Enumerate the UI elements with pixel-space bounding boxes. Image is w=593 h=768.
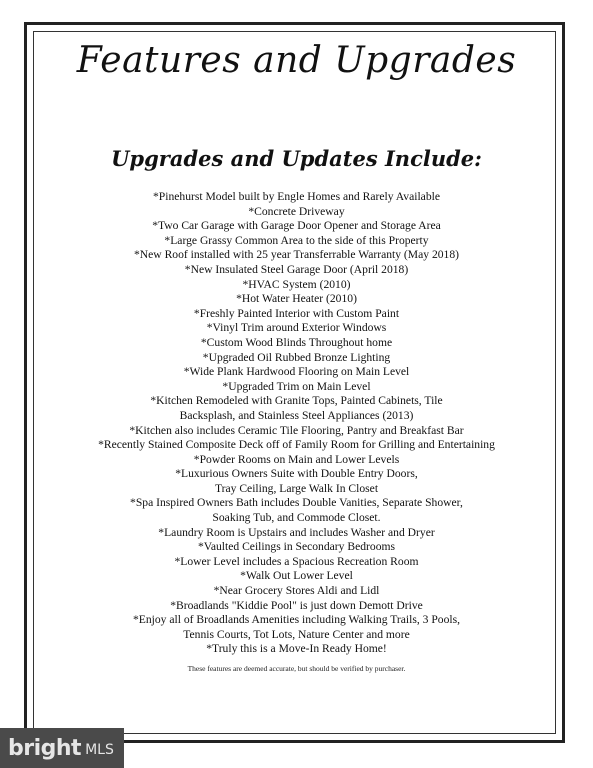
disclaimer-note: These features are deemed accurate, but should be verified by purchaser. (187, 664, 406, 673)
feature-line: *Large Grassy Common Area to the side of this Property (164, 233, 429, 247)
feature-line: *Kitchen also includes Ceramic Tile Flooring, Pantry and Breakfast Bar (129, 423, 464, 437)
logo-suffix: MLS (85, 742, 114, 758)
feature-line: Soaking Tub, and Commode Closet. (212, 511, 381, 525)
feature-line: *Upgraded Oil Rubbed Bronze Lighting (202, 350, 391, 364)
feature-line: *Powder Rooms on Main and Lower Levels (193, 452, 400, 466)
feature-line: *Walk Out Lower Level (240, 569, 353, 583)
feature-line: *Near Grocery Stores Aldi and Lidl (213, 584, 380, 598)
feature-line: *Pinehurst Model built by Engle Homes and Rarely Available (152, 190, 440, 203)
feature-line: *Wide Plank Hardwood Flooring on Main Level (183, 365, 410, 379)
feature-line: *Truly this is a Move-In Ready Home! (206, 642, 387, 656)
feature-line: *Custom Wood Blinds Throughout home (200, 335, 393, 349)
feature-list (60, 190, 533, 657)
feature-line: *Luxurious Owners Suite with Double Entry Doors, (175, 467, 418, 481)
feature-line: *HVAC System (2010) (242, 277, 351, 291)
feature-line: Backsplash, and Stainless Steel Appliances (2013) (179, 408, 414, 422)
feature-line: *Freshly Painted Interior with Custom Paint (193, 306, 400, 320)
feature-line: Tennis Courts, Tot Lots, Nature Center and more (183, 627, 410, 641)
feature-line: *Recently Stained Composite Deck off of Family Room for Grilling and Entertaining (98, 438, 495, 452)
feature-line: *Two Car Garage with Garage Door Opener and Storage Area (152, 219, 441, 233)
logo-brand: bright (8, 735, 82, 761)
feature-line: *Upgraded Trim on Main Level (222, 379, 371, 393)
feature-line: *Kitchen Remodeled with Granite Tops, Painted Cabinets, Tile (150, 394, 443, 408)
feature-line: *Laundry Room is Upstairs and includes Washer and Dryer (158, 525, 435, 539)
feature-line: *New Insulated Steel Garage Door (April 2018) (184, 262, 409, 276)
feature-line: Tray Ceiling, Large Walk In Closet (214, 481, 379, 495)
feature-line: *Lower Level includes a Spacious Recreation Room (174, 554, 419, 568)
section-heading: Upgrades and Updates Include: (111, 146, 482, 171)
feature-line: *Broadlands "Kiddie Pool" is just down Demott Drive (170, 598, 423, 612)
feature-line: *New Roof installed with 25 year Transferrable Warranty (May 2018) (133, 248, 459, 262)
feature-line: *Vaulted Ceilings in Secondary Bedrooms (197, 540, 396, 554)
feature-line: *Vinyl Trim around Exterior Windows (206, 321, 387, 335)
feature-line: *Concrete Driveway (248, 204, 345, 218)
document-title: Features and Upgrades (76, 40, 517, 81)
bright-mls-logo (0, 728, 124, 768)
feature-line: *Enjoy all of Broadlands Amenities including Walking Trails, 3 Pools, (132, 613, 460, 627)
feature-line: *Hot Water Heater (2010) (236, 292, 357, 306)
feature-line: *Spa Inspired Owners Bath includes Double Vanities, Separate Shower, (130, 496, 463, 510)
